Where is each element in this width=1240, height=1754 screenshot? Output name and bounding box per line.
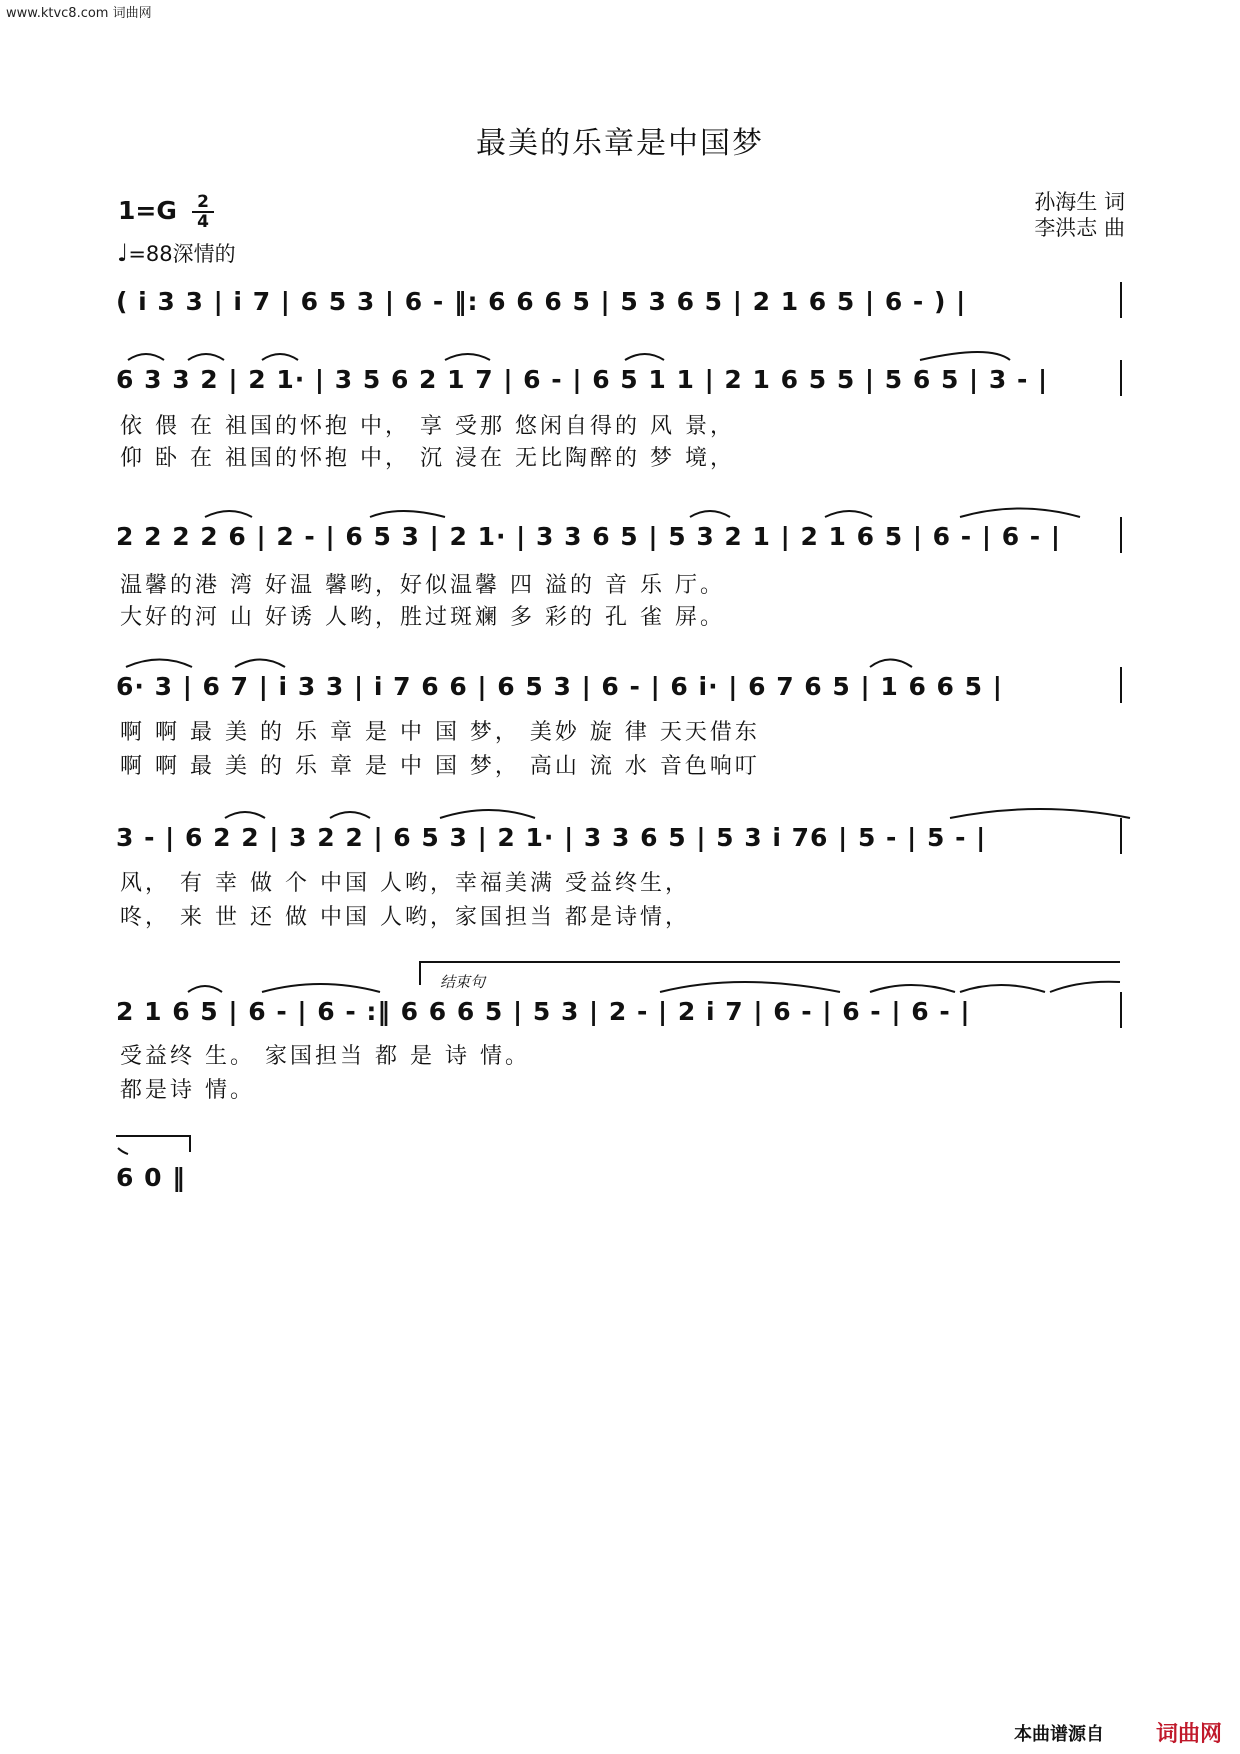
slur <box>118 1148 128 1154</box>
time-signature-top: 2 <box>197 192 209 212</box>
ending-label: 结束句 <box>440 973 486 991</box>
slur <box>126 660 192 668</box>
slur <box>330 812 370 818</box>
slur <box>920 352 1010 360</box>
notation-line-3: 2 2 2 2 6 | 2 - | 6 5 3 | 2 1· | 3 3 6 5 | 5 3 2 1 | 2 1 6 5 | 6 - | 6 - | <box>116 522 1062 551</box>
slur <box>235 660 285 668</box>
lyric-line-4-verse-1: 啊 啊 最 美 的 乐 章 是 中 国 梦， 美妙 旋 律 天天借东 <box>120 720 760 745</box>
slur <box>960 985 1045 992</box>
slur <box>262 984 380 992</box>
footer-source: 本曲谱源自 <box>1014 1724 1104 1745</box>
lyric-line-3-verse-1: 温馨的港 湾 好温 馨哟，好似温馨 四 溢的 音 乐 厅。 <box>120 573 725 598</box>
tempo-mood: 深情的 <box>172 242 236 266</box>
notation-line-4: 6· 3 | 6 7 | i 3 3 | i 7 6 6 | 6 5 3 | 6 - | 6 i· | 6 7 6 5 | 1 6 6 5 | <box>116 672 1003 701</box>
slur <box>825 511 872 517</box>
slur <box>625 354 664 360</box>
slur <box>188 986 222 992</box>
ending-bracket <box>420 962 1120 985</box>
slur <box>225 812 265 818</box>
tempo-value: =88 <box>128 242 173 266</box>
slur <box>870 660 912 668</box>
slur <box>440 810 535 818</box>
slur <box>660 982 840 992</box>
lyric-line-6-verse-1: 受益终 生。 家国担当 都 是 诗 情。 <box>120 1044 530 1069</box>
composer-credit: 李洪志 曲 <box>1034 216 1125 240</box>
lyric-line-4-verse-2: 啊 啊 最 美 的 乐 章 是 中 国 梦， 高山 流 水 音色响叮 <box>120 754 760 779</box>
lyricist-credit: 孙海生 词 <box>1034 190 1125 214</box>
time-signature-bottom: 4 <box>197 212 209 232</box>
lyric-line-5-verse-2: 咚， 来 世 还 做 中国 人哟，家国担当 都是诗情， <box>120 905 690 930</box>
notation-line-7: 6 0 ‖ <box>116 1163 186 1192</box>
slur <box>128 354 164 360</box>
slur <box>205 511 252 517</box>
notation-line-1: ( i 3 3 | i 7 | 6 5 3 | 6 - ‖: 6 6 6 5 | 5 3 6 5 | 2 1 6 5 | 6 - ) | <box>116 287 967 316</box>
footer-logo: 词曲网 <box>1155 1722 1222 1747</box>
notation-line-5: 3 - | 6 2 2 | 3 2 2 | 6 5 3 | 2 1· | 3 3 6 5 | 5 3 i 76 | 5 - | 5 - | <box>116 823 987 852</box>
site-watermark: www.ktvc8.com 词曲网 <box>6 6 152 21</box>
quarter-note-icon: ♩ <box>117 239 129 267</box>
notation-line-2: 6 3 3 2 | 2 1· | 3 5 6 2 1 7 | 6 - | 6 5 1 1 | 2 1 6 5 5 | 5 6 5 | 3 - | <box>116 365 1049 394</box>
lyric-line-6-verse-2: 都是诗 情。 <box>120 1078 255 1103</box>
tie-bracket <box>116 1136 190 1152</box>
slur <box>950 809 1130 818</box>
notation-line-6: 2 1 6 5 | 6 - | 6 - :‖ 6 6 6 5 | 5 3 | 2 - | 2 i 7 | 6 - | 6 - | 6 - | <box>116 997 971 1026</box>
lyric-line-3-verse-2: 大好的河 山 好诱 人哟，胜过斑斓 多 彩的 孔 雀 屏。 <box>120 605 725 630</box>
slur <box>370 511 445 517</box>
page-title: 最美的乐章是中国梦 <box>476 126 764 161</box>
key-signature: 1=G <box>118 196 177 225</box>
slur <box>870 985 955 992</box>
lyric-line-2-verse-2: 仰 卧 在 祖国的怀抱 中， 沉 浸在 无比陶醉的 梦 境， <box>120 446 735 471</box>
slur <box>262 354 298 360</box>
lyric-line-5-verse-1: 风， 有 幸 做 个 中国 人哟，幸福美满 受益终生， <box>120 871 690 896</box>
slur <box>1050 982 1120 992</box>
slur <box>445 354 490 360</box>
slur <box>960 509 1080 518</box>
slur <box>188 354 224 360</box>
lyric-line-2-verse-1: 依 偎 在 祖国的怀抱 中， 享 受那 悠闲自得的 风 景， <box>120 414 735 439</box>
slur <box>690 511 730 517</box>
